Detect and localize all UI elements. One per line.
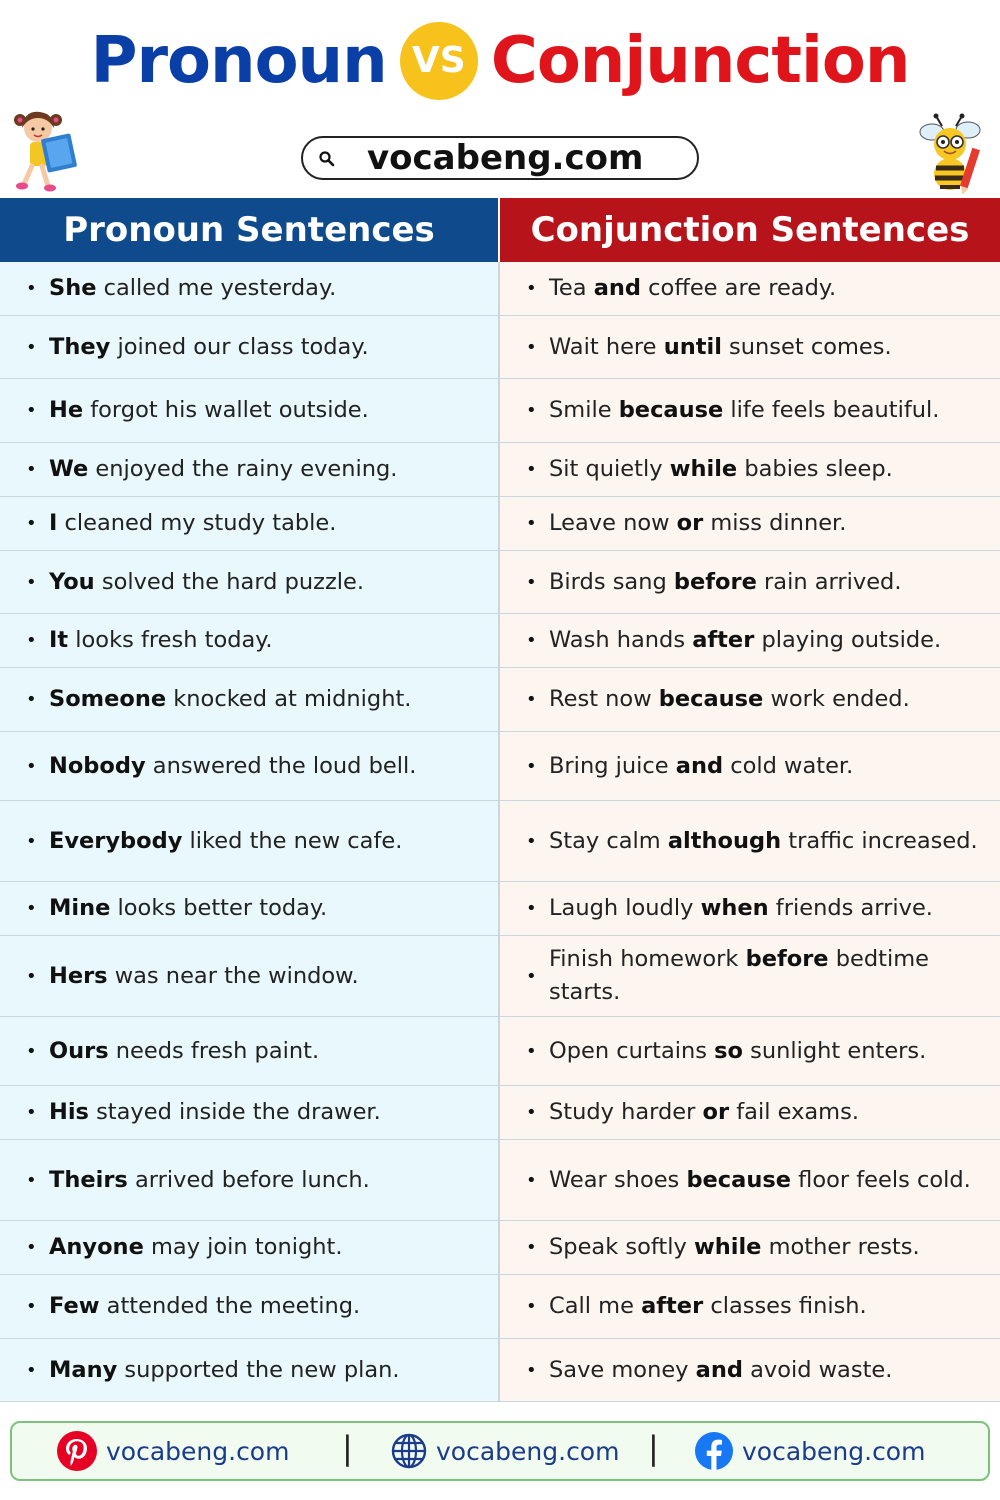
pronoun-word: Theirs: [49, 1166, 128, 1193]
conjunction-word: although: [667, 827, 782, 854]
bullet: •: [26, 630, 37, 651]
table-row: [0, 1086, 1000, 1140]
table-row: [0, 443, 1000, 497]
sentence-start: Tea: [549, 275, 594, 301]
sentence-text: [549, 892, 933, 925]
sentence-start: Speak softly: [549, 1234, 694, 1260]
pronoun-word: His: [49, 1099, 89, 1125]
sentence-start: Birds sang: [549, 568, 674, 595]
sentence-text: [549, 683, 910, 716]
bullet: •: [26, 965, 37, 987]
sentence-text: [49, 331, 369, 364]
bullet: •: [526, 1169, 537, 1191]
title-pronoun: Pronoun: [90, 24, 387, 98]
bullet: •: [526, 1237, 537, 1258]
footer-separator-2: |: [648, 1429, 659, 1467]
sentence-end: fail exams.: [729, 1099, 859, 1125]
bullet: •: [526, 571, 537, 593]
page-title: [0, 22, 1000, 100]
pronoun-word: Anyone: [49, 1234, 144, 1260]
sentence-text: [549, 453, 893, 486]
pronoun-word: Nobody: [49, 752, 146, 779]
bullet: •: [526, 513, 537, 534]
sentence-text: [549, 825, 978, 858]
sentence-end: avoid waste.: [742, 1356, 893, 1383]
site-url: vocabeng.com: [367, 138, 644, 178]
sentence-start: Wear shoes: [549, 1166, 687, 1193]
sentence-end: cold water.: [723, 752, 854, 779]
conjunction-word: after: [641, 1293, 704, 1319]
conjunction-sentence: [500, 1017, 1000, 1085]
sentence-start: Leave now: [549, 510, 677, 536]
conjunction-sentence: [500, 1086, 1000, 1139]
pronoun-sentence: [0, 1339, 500, 1401]
sentence-end: sunlight enters.: [742, 1037, 927, 1064]
sentence-text: [549, 943, 980, 1009]
bullet: •: [26, 513, 37, 534]
sentence-text: [549, 750, 853, 783]
sentence-rest: looks fresh today.: [68, 627, 273, 653]
bullet: •: [526, 459, 537, 480]
pronoun-sentence: [0, 1086, 500, 1139]
pronoun-sentence: [0, 497, 500, 550]
bullet: •: [26, 571, 37, 593]
conjunction-word: after: [692, 627, 755, 653]
sentence-text: [49, 624, 273, 657]
conjunction-word: so: [714, 1037, 743, 1064]
conjunction-sentence: [500, 316, 1000, 378]
table-row: [0, 801, 1000, 882]
conjunction-sentence: [500, 1275, 1000, 1338]
pronoun-sentence: [0, 1140, 500, 1220]
pronoun-word: Many: [49, 1356, 118, 1383]
sentence-end: miss dinner.: [703, 510, 847, 536]
pronoun-sentence: [0, 801, 500, 881]
sentence-start: Rest now: [549, 686, 659, 712]
conjunction-word: because: [658, 686, 764, 712]
sentence-end: coffee are ready.: [641, 275, 837, 301]
sentence-rest: answered the loud bell.: [145, 752, 417, 779]
table-row: [0, 1339, 1000, 1402]
sentence-text: [49, 1354, 400, 1387]
table-row: [0, 497, 1000, 551]
table-header: [0, 198, 1000, 262]
header-conjunction-sentences: Conjunction Sentences: [500, 198, 1000, 262]
pronoun-word: He: [49, 397, 84, 423]
sentence-text: [49, 1164, 370, 1197]
bullet: •: [526, 1296, 537, 1317]
pronoun-word: Everybody: [49, 827, 183, 854]
sentence-end: friends arrive.: [768, 895, 933, 921]
table-body: [0, 262, 1000, 1402]
sentence-rest: knocked at midnight.: [166, 686, 412, 712]
bullet: •: [526, 336, 537, 358]
conjunction-word: and: [675, 752, 724, 779]
sentence-text: [549, 1290, 867, 1323]
pronoun-sentence: [0, 1275, 500, 1338]
sentence-start: Call me: [549, 1293, 642, 1319]
bullet: •: [526, 630, 537, 651]
conjunction-sentence: [500, 732, 1000, 800]
bullet: •: [26, 1237, 37, 1258]
conjunction-sentence: [500, 497, 1000, 550]
bullet: •: [526, 755, 537, 777]
sentence-text: [549, 331, 892, 364]
footer-separator-1: |: [342, 1429, 353, 1467]
sentence-text: [549, 272, 836, 305]
sentence-text: [49, 1096, 381, 1129]
bullet: •: [526, 689, 537, 710]
sentence-rest: forgot his wallet outside.: [83, 397, 369, 423]
table-row: [0, 882, 1000, 936]
conjunction-word: before: [673, 568, 757, 595]
conjunction-word: before: [745, 946, 829, 972]
sentence-text: [49, 1290, 360, 1323]
sentence-start: Smile: [549, 397, 619, 423]
bullet: •: [526, 830, 537, 852]
pinterest-icon: [56, 1430, 98, 1472]
bullet: •: [26, 689, 37, 710]
sentence-start: Wash hands: [549, 627, 693, 653]
sentence-rest: called me yesterday.: [96, 275, 337, 301]
conjunction-word: because: [686, 1166, 791, 1193]
sentence-start: Sit quietly: [549, 456, 670, 482]
pronoun-word: Ours: [49, 1037, 109, 1064]
bullet: •: [526, 400, 537, 421]
conjunction-word: and: [593, 275, 642, 301]
pronoun-sentence: [0, 262, 500, 315]
site-search-bar: [301, 136, 699, 180]
bullet: •: [526, 278, 537, 299]
table-row: [0, 316, 1000, 379]
bullet: •: [26, 400, 37, 421]
conjunction-word: when: [700, 895, 769, 921]
pronoun-sentence: [0, 614, 500, 667]
conjunction-sentence: [500, 801, 1000, 881]
pronoun-word: I: [49, 510, 58, 536]
vs-badge: VS: [400, 22, 478, 100]
pronoun-sentence: [0, 316, 500, 378]
globe-icon: [390, 1432, 428, 1470]
table-row: [0, 379, 1000, 443]
sentence-text: [549, 1164, 971, 1197]
sentence-text: [49, 507, 336, 540]
sentence-text: [549, 1354, 892, 1387]
facebook-icon: [694, 1431, 734, 1471]
conjunction-word: while: [693, 1234, 762, 1260]
bullet: •: [26, 1359, 37, 1381]
sentence-start: Save money: [549, 1356, 696, 1383]
sentence-rest: solved the hard puzzle.: [94, 568, 365, 595]
bullet: •: [26, 898, 37, 919]
sentence-text: [549, 394, 939, 427]
header: [0, 0, 1000, 198]
pronoun-sentence: [0, 668, 500, 731]
conjunction-word: or: [702, 1099, 730, 1125]
sentence-text: [49, 750, 416, 783]
pronoun-word: You: [49, 568, 95, 595]
conjunction-sentence: [500, 614, 1000, 667]
bullet: •: [26, 755, 37, 777]
footer-facebook[interactable]: [694, 1423, 925, 1479]
sentence-end: bedtime starts.: [549, 946, 929, 1005]
sentence-text: [549, 1231, 920, 1264]
sentence-text: [549, 1035, 926, 1068]
pronoun-sentence: [0, 379, 500, 442]
sentence-text: [49, 892, 327, 925]
pronoun-word: Mine: [49, 895, 111, 921]
conjunction-sentence: [500, 882, 1000, 935]
table-row: [0, 668, 1000, 732]
pronoun-word: Someone: [49, 686, 167, 712]
sentence-rest: arrived before lunch.: [127, 1166, 370, 1193]
footer-website[interactable]: [390, 1423, 619, 1479]
sentence-end: babies sleep.: [737, 456, 893, 482]
table-row: [0, 262, 1000, 316]
sentence-end: traffic increased.: [781, 827, 978, 854]
sentence-text: [549, 624, 941, 657]
sentence-text: [49, 453, 397, 486]
sentence-end: floor feels cold.: [791, 1166, 971, 1193]
sentence-start: Finish homework: [549, 946, 746, 972]
sentence-end: life feels beautiful.: [723, 397, 940, 423]
pronoun-word: Hers: [49, 962, 108, 989]
sentence-start: Bring juice: [549, 752, 676, 779]
sentence-start: Stay calm: [549, 827, 668, 854]
sentence-end: sunset comes.: [721, 333, 892, 360]
sentence-rest: joined our class today.: [110, 333, 369, 360]
sentence-end: rain arrived.: [756, 568, 902, 595]
footer-social-bar: [10, 1421, 990, 1481]
sentence-rest: liked the new cafe.: [182, 827, 403, 854]
sentence-end: work ended.: [763, 686, 910, 712]
footer-facebook-label: vocabeng.com: [742, 1436, 926, 1466]
bullet: •: [526, 1102, 537, 1123]
table-row: [0, 936, 1000, 1017]
conjunction-word: until: [663, 333, 722, 360]
title-conjunction: Conjunction: [490, 24, 910, 98]
sentence-rest: supported the new plan.: [117, 1356, 400, 1383]
sentence-text: [49, 1035, 319, 1068]
footer-pinterest[interactable]: [56, 1423, 289, 1479]
pronoun-sentence: [0, 551, 500, 613]
sentence-rest: needs fresh paint.: [108, 1037, 320, 1064]
conjunction-sentence: [500, 936, 1000, 1016]
conjunction-word: while: [669, 456, 738, 482]
conjunction-sentence: [500, 1140, 1000, 1220]
sentence-end: mother rests.: [761, 1234, 920, 1260]
conjunction-word: and: [695, 1356, 743, 1383]
pronoun-word: We: [49, 456, 89, 482]
conjunction-sentence: [500, 262, 1000, 315]
sentence-rest: attended the meeting.: [99, 1293, 361, 1319]
sentence-rest: looks better today.: [110, 895, 328, 921]
bullet: •: [26, 830, 37, 852]
bullet: •: [26, 1040, 37, 1062]
search-icon: [317, 149, 337, 169]
conjunction-sentence: [500, 379, 1000, 442]
footer-pinterest-label: vocabeng.com: [106, 1436, 290, 1466]
sentence-text: [49, 683, 411, 716]
sentence-text: [549, 507, 846, 540]
sentence-rest: cleaned my study table.: [57, 510, 337, 536]
bullet: •: [526, 898, 537, 919]
bullet: •: [26, 1296, 37, 1317]
sentence-rest: enjoyed the rainy evening.: [88, 456, 398, 482]
sentence-start: Open curtains: [549, 1037, 715, 1064]
girl-with-book-icon: [8, 106, 90, 196]
table-row: [0, 1221, 1000, 1275]
bullet: •: [526, 1359, 537, 1381]
table-row: [0, 1017, 1000, 1086]
pronoun-word: It: [49, 627, 69, 653]
table-row: [0, 551, 1000, 614]
table-row: [0, 614, 1000, 668]
sentence-start: Laugh loudly: [549, 895, 701, 921]
sentence-rest: stayed inside the drawer.: [88, 1099, 381, 1125]
sentence-text: [49, 566, 364, 599]
pronoun-sentence: [0, 1017, 500, 1085]
conjunction-sentence: [500, 668, 1000, 731]
sentence-text: [49, 1231, 342, 1264]
bullet: •: [26, 336, 37, 358]
header-pronoun-sentences: Pronoun Sentences: [0, 198, 500, 262]
sentence-end: classes finish.: [703, 1293, 867, 1319]
bullet: •: [526, 965, 537, 987]
pronoun-sentence: [0, 443, 500, 496]
bullet: •: [26, 459, 37, 480]
pronoun-sentence: [0, 882, 500, 935]
sentence-text: [49, 825, 402, 858]
pronoun-word: They: [49, 333, 111, 360]
conjunction-sentence: [500, 551, 1000, 613]
table-row: [0, 1275, 1000, 1339]
conjunction-sentence: [500, 1339, 1000, 1401]
sentence-rest: may join tonight.: [143, 1234, 343, 1260]
sentence-start: Study harder: [549, 1099, 703, 1125]
conjunction-word: or: [676, 510, 704, 536]
sentence-end: playing outside.: [754, 627, 942, 653]
pronoun-word: Few: [49, 1293, 100, 1319]
footer-website-label: vocabeng.com: [436, 1436, 620, 1466]
bullet: •: [26, 278, 37, 299]
pronoun-sentence: [0, 936, 500, 1016]
pronoun-sentence: [0, 732, 500, 800]
sentence-text: [49, 272, 336, 305]
sentence-text: [549, 566, 901, 599]
bee-with-pencil-icon: [910, 112, 990, 194]
pronoun-sentence: [0, 1221, 500, 1274]
bullet: •: [526, 1040, 537, 1062]
bullet: •: [26, 1169, 37, 1191]
sentence-rest: was near the window.: [107, 962, 359, 989]
sentence-text: [549, 1096, 859, 1129]
sentence-start: Wait here: [549, 333, 664, 360]
pronoun-word: She: [49, 275, 97, 301]
conjunction-word: because: [618, 397, 724, 423]
conjunction-sentence: [500, 443, 1000, 496]
sentence-text: [49, 960, 359, 993]
sentence-text: [49, 394, 369, 427]
table-row: [0, 732, 1000, 801]
conjunction-sentence: [500, 1221, 1000, 1274]
table-row: [0, 1140, 1000, 1221]
comparison-table: [0, 198, 1000, 1402]
bullet: •: [26, 1102, 37, 1123]
